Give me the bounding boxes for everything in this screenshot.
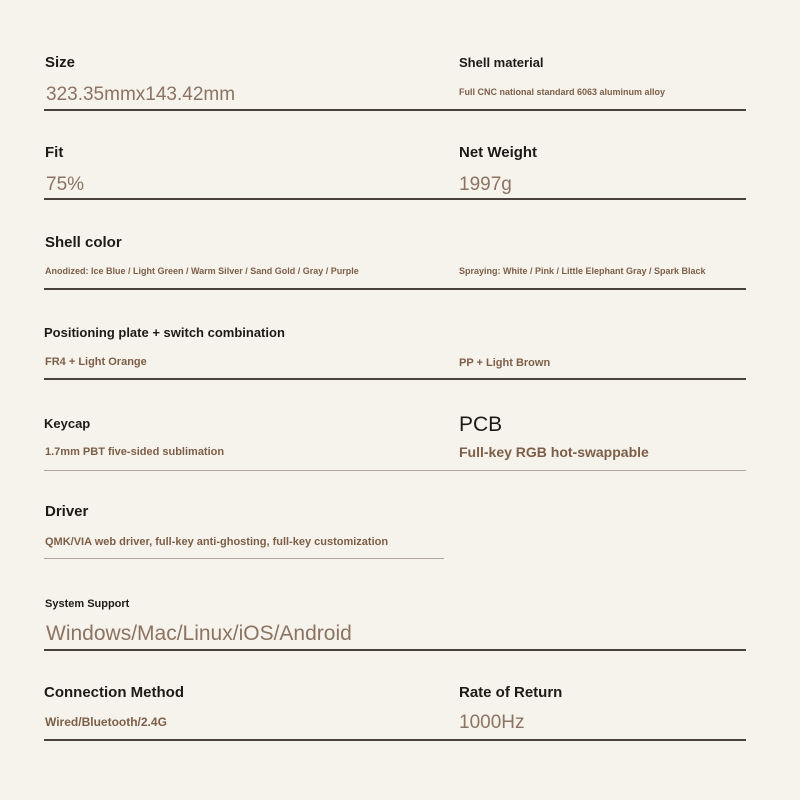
divider-row-7 [44, 649, 746, 651]
pcb-value: Full-key RGB hot-swappable [459, 444, 649, 460]
divider-row-6 [44, 558, 444, 559]
fit-value: 75% [46, 174, 85, 195]
driver-value: QMK/VIA web driver, full-key anti-ghosting, full-key customization [45, 536, 389, 548]
net-weight-label: Net Weight [459, 144, 538, 161]
connection-value: Wired/Bluetooth/2.4G [45, 715, 167, 729]
shell-color-spraying: Spraying: White / Pink / Little Elephant Gray / Spark Black [459, 266, 706, 276]
divider-row-4 [44, 378, 746, 380]
plate-switch-label: Positioning plate + switch combination [44, 325, 285, 340]
keycap-label: Keycap [44, 416, 91, 431]
plate-switch-value-b: PP + Light Brown [459, 357, 551, 369]
size-label: Size [45, 54, 76, 71]
divider-row-2 [44, 198, 746, 200]
driver-label: Driver [45, 503, 89, 520]
divider-row-1 [44, 109, 746, 111]
divider-row-5 [44, 470, 746, 471]
system-support-label: System Support [45, 598, 130, 610]
keycap-value: 1.7mm PBT five-sided sublimation [45, 446, 225, 458]
shell-material-value: Full CNC national standard 6063 aluminum alloy [459, 87, 666, 97]
pcb-label: PCB [459, 413, 503, 436]
system-support-value: Windows/Mac/Linux/iOS/Android [46, 622, 352, 645]
shell-material-label: Shell material [459, 55, 544, 70]
shell-color-label: Shell color [45, 234, 122, 251]
shell-color-anodized: Anodized: Ice Blue / Light Green / Warm Silver / Sand Gold / Gray / Purple [45, 266, 359, 276]
rate-of-return-label: Rate of Return [459, 684, 563, 701]
net-weight-value: 1997g [459, 174, 512, 195]
fit-label: Fit [45, 144, 64, 161]
plate-switch-value-a: FR4 + Light Orange [45, 356, 147, 368]
size-value: 323.35mmx143.42mm [46, 84, 236, 105]
divider-row-8 [44, 739, 746, 741]
divider-row-3 [44, 288, 746, 290]
connection-label: Connection Method [44, 684, 184, 701]
rate-of-return-value: 1000Hz [459, 712, 525, 733]
